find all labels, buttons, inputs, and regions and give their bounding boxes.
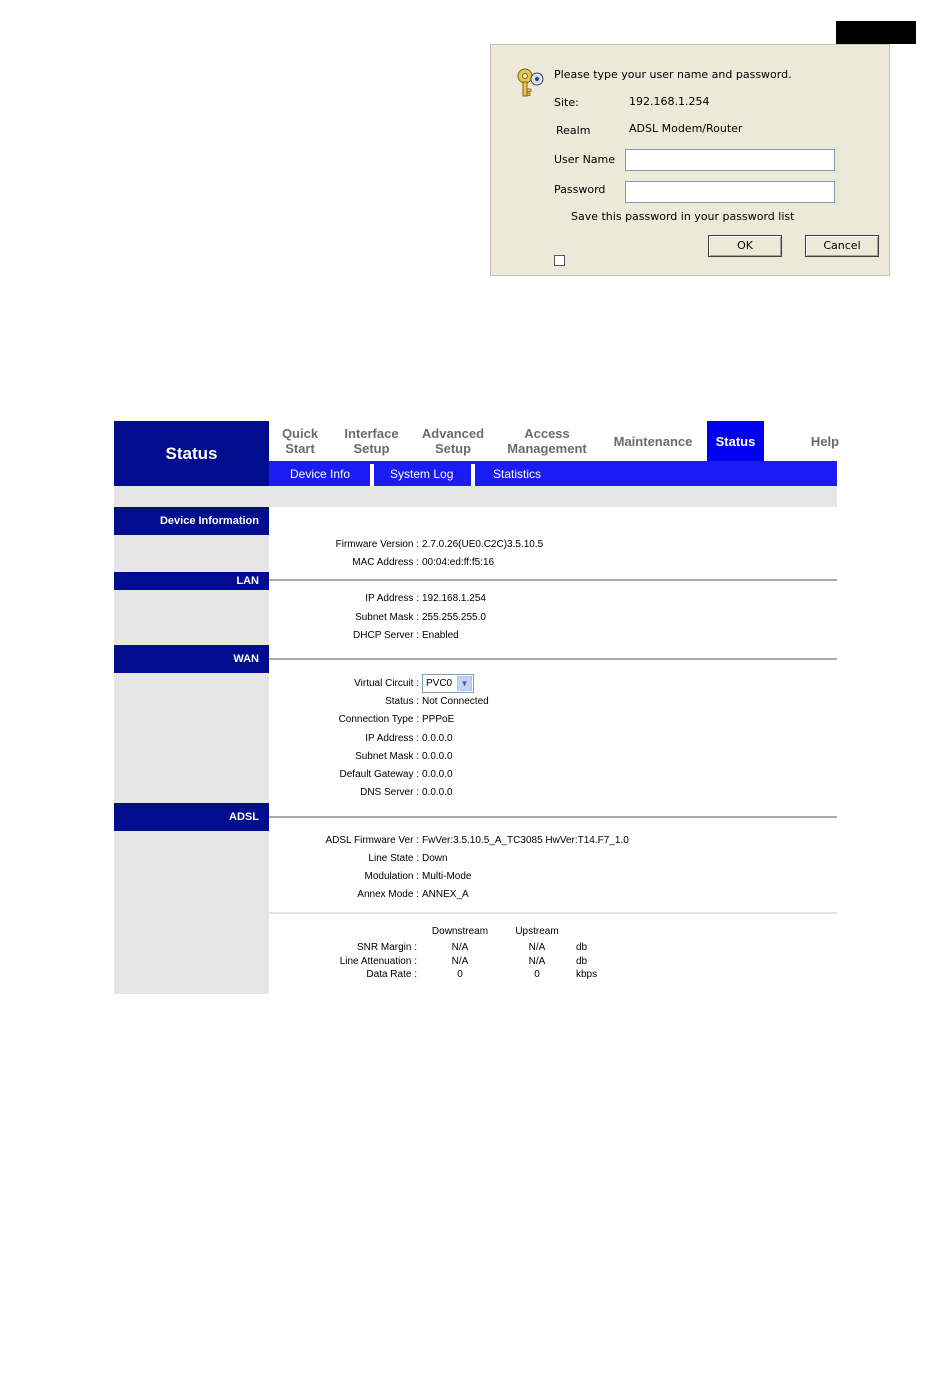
lan-ip-value: 192.168.1.254 [422,593,486,604]
wan-header: WAN [114,645,269,673]
nav-label: Quick [281,426,319,441]
site-value: 192.168.1.254 [629,95,710,108]
attenuation-label: Line Attenuation : [339,956,417,967]
divider [269,912,837,914]
lan-mask-value: 255.255.255.0 [422,612,486,623]
chevron-down-icon[interactable]: ▼ [457,676,472,691]
password-field[interactable] [625,181,835,203]
firmware-label: Firmware Version : [335,539,419,550]
lan-mask-label: Subnet Mask : [355,612,419,623]
lan-header: LAN [114,572,269,590]
conn-type-value: PPPoE [422,714,455,725]
wan-ip-label: IP Address : [365,733,419,744]
conn-type-label: Connection Type : [338,714,419,725]
snr-label: SNR Margin : [356,942,417,953]
device-info-header: Device Information [114,507,269,535]
nav-advanced-setup[interactable] [417,421,489,461]
wan-mask-value: 0.0.0.0 [422,751,453,762]
save-password-checkbox[interactable] [554,255,565,266]
dns-value: 0.0.0.0 [422,787,453,798]
mac-value: 00:04:ed:ff:f5:16 [422,557,495,568]
nav-interface-setup[interactable] [339,421,404,461]
nav-label: Maintenance [613,433,693,449]
subnav-divider [471,464,475,486]
nav-maintenance[interactable] [605,421,701,461]
nav-label: Setup [434,441,472,456]
wan-mask-label: Subnet Mask : [355,751,419,762]
page-section-title: Status [114,421,269,486]
mac-label: MAC Address : [352,557,419,568]
key-icon [513,65,547,99]
subnav-device-info[interactable]: Device Info [290,467,351,481]
modulation-label: Modulation : [364,871,419,882]
username-label: User Name [554,153,616,166]
subnav-statistics[interactable]: Statistics [493,467,542,481]
data-rate-up: 0 [534,969,540,980]
vc-label: Virtual Circuit : [354,678,419,689]
attenuation-unit: db [576,956,588,967]
data-rate-unit: kbps [576,969,598,980]
virtual-circuit-select[interactable] [422,674,474,693]
dhcp-value: Enabled [422,630,459,641]
attenuation-down: N/A [451,956,469,967]
modulation-value: Multi-Mode [422,871,472,882]
site-label: Site: [554,96,579,109]
nav-label: Help [810,433,840,449]
subnav-divider [370,464,374,486]
downstream-header: Downstream [431,926,489,937]
nav-label: Advanced [421,426,485,441]
realm-value: ADSL Modem/Router [629,122,743,135]
dns-label: DNS Server : [360,787,419,798]
upstream-header: Upstream [515,926,559,937]
gateway-value: 0.0.0.0 [422,769,453,780]
divider [269,816,837,818]
lan-ip-label: IP Address : [365,593,419,604]
adsl-header: ADSL [114,803,269,831]
dhcp-label: DHCP Server : [353,630,419,641]
gateway-label: Default Gateway : [339,769,419,780]
wan-status-value: Not Connected [422,696,489,707]
login-dialog [490,44,890,276]
login-prompt: Please type your user name and password. [554,68,792,81]
nav-access-management[interactable] [501,421,593,461]
divider [269,579,837,581]
page-header-block [836,21,916,44]
top-nav [269,421,840,461]
wan-status-label: Status : [385,696,419,707]
router-status-page [114,421,840,994]
line-state-value: Down [422,853,448,864]
cancel-button[interactable]: Cancel [805,235,879,257]
annex-label: Annex Mode : [357,889,419,900]
spacer-bar [114,486,837,507]
data-rate-label: Data Rate : [366,969,417,980]
nav-status[interactable] [707,421,764,461]
virtual-circuit-value: PVC0 [426,678,453,689]
annex-value: ANNEX_A [422,889,469,900]
nav-quick-start[interactable] [269,421,331,461]
save-password-label: Save this password in your password list [571,210,795,223]
subnav-system-log[interactable]: System Log [390,467,454,481]
wan-ip-value: 0.0.0.0 [422,733,453,744]
firmware-value: 2.7.0.26(UE0.C2C)3.5.10.5 [422,539,544,550]
nav-label: Status [715,433,756,449]
adsl-fw-value: FwVer:3.5.10.5_A_TC3085 HwVer:T14.F7_1.0 [422,835,629,846]
divider [269,658,837,660]
nav-label: Management [507,441,587,456]
adsl-fw-label: ADSL Firmware Ver : [325,835,419,846]
attenuation-up: N/A [528,956,546,967]
line-state-label: Line State : [368,853,419,864]
nav-help[interactable] [805,421,845,461]
password-label: Password [554,183,606,196]
snr-unit: db [576,942,588,953]
sub-nav [269,461,837,486]
realm-label: Realm [556,124,591,137]
nav-label: Access [524,426,570,441]
nav-label: Interface [344,426,399,441]
snr-down: N/A [451,942,469,953]
snr-up: N/A [528,942,546,953]
data-rate-down: 0 [457,969,463,980]
ok-button[interactable]: OK [708,235,782,257]
username-field[interactable] [625,149,835,171]
nav-label: Start [285,441,315,456]
nav-label: Setup [353,441,390,456]
